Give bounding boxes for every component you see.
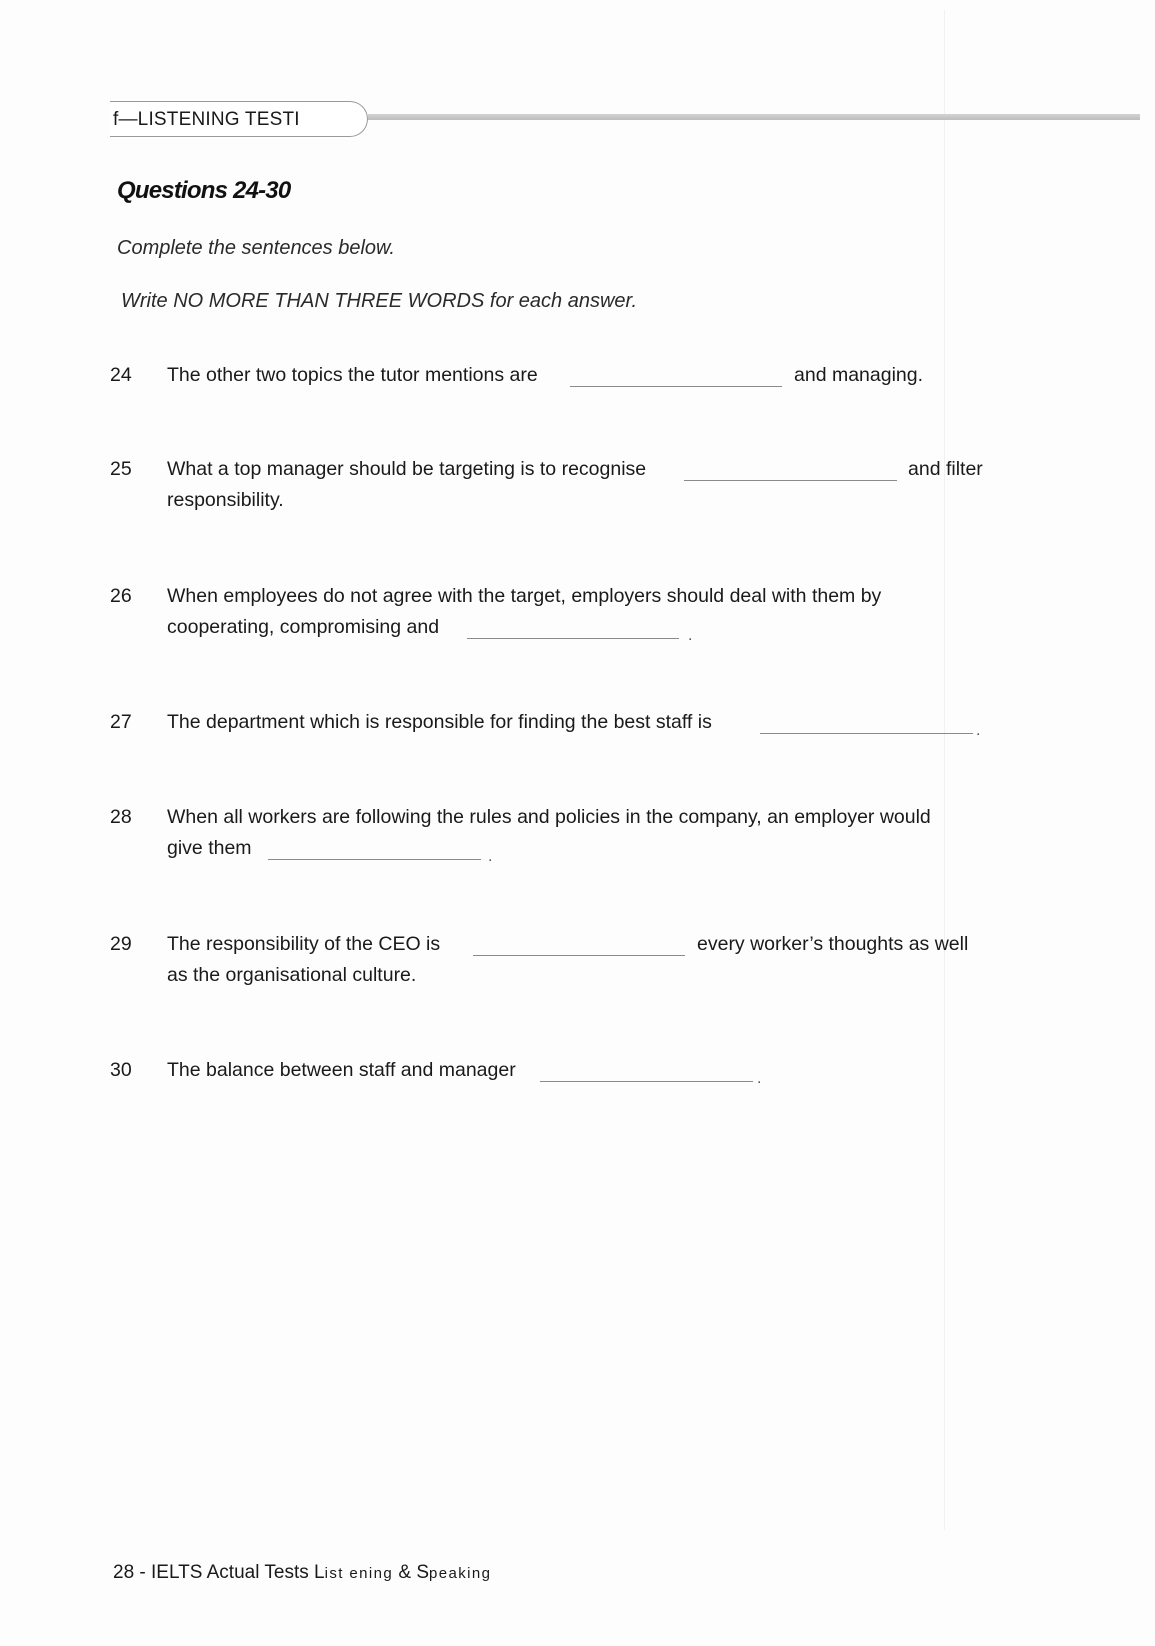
- footer-ampersand: &: [393, 1562, 417, 1583]
- question-text-before: give them: [167, 837, 252, 859]
- question-text-before: cooperating, compromising and: [167, 616, 440, 638]
- section-header: [110, 101, 1140, 137]
- answer-blank-29[interactable]: [473, 955, 685, 956]
- header-label: f—LISTENING TESTI: [113, 109, 300, 130]
- question-26: [110, 580, 1030, 650]
- page-fold-line: [944, 10, 945, 1530]
- question-text-after: every worker’s thoughts as well: [697, 933, 969, 955]
- answer-blank-25[interactable]: [684, 480, 897, 481]
- question-text-before: The responsibility of the CEO is: [167, 933, 441, 955]
- page-footer: [113, 1562, 491, 1584]
- footer-istening: ist ening: [324, 1565, 394, 1582]
- instruction-complete: Complete the sentences below.: [117, 237, 395, 259]
- question-number: 30: [110, 1059, 132, 1081]
- question-29: [110, 928, 1030, 998]
- sentence-period: .: [688, 627, 693, 644]
- question-number: 24: [110, 364, 132, 386]
- footer-l-cap: L: [314, 1562, 325, 1583]
- footer-prefix: 28 - IELTS Actual Tests: [113, 1562, 315, 1583]
- question-text-after: and filter: [908, 458, 983, 480]
- question-number: 25: [110, 458, 132, 480]
- footer-peaking: peaking: [429, 1565, 492, 1582]
- question-text-after: and managing.: [794, 364, 924, 386]
- sentence-period: .: [976, 722, 981, 739]
- questions-title: Questions 24-30: [117, 177, 291, 204]
- question-25: [110, 453, 1030, 523]
- answer-blank-26[interactable]: [467, 638, 679, 639]
- question-24: [110, 359, 1010, 399]
- question-28: [110, 801, 1030, 871]
- footer-s-cap: S: [416, 1562, 429, 1583]
- answer-blank-30[interactable]: [540, 1081, 753, 1082]
- sentence-period: .: [757, 1070, 762, 1087]
- question-number: 29: [110, 933, 132, 955]
- question-number: 26: [110, 585, 132, 607]
- question-text-before: The other two topics the tutor mentions are: [167, 364, 538, 386]
- answer-blank-28[interactable]: [268, 859, 481, 860]
- instruction-word-limit: Write NO MORE THAN THREE WORDS for each answer.: [121, 290, 637, 312]
- question-number: 27: [110, 711, 132, 733]
- question-text-line1: When employees do not agree with the target, employers should deal with them by: [167, 585, 882, 607]
- question-text-continuation: responsibility.: [167, 489, 284, 511]
- answer-blank-24[interactable]: [570, 386, 782, 387]
- answer-blank-27[interactable]: [760, 733, 973, 734]
- question-text-before: The department which is responsible for finding the best staff is: [167, 711, 712, 733]
- question-number: 28: [110, 806, 132, 828]
- header-rule: [368, 114, 1140, 120]
- question-text-before: The balance between staff and manager: [167, 1059, 516, 1081]
- question-text-line1: When all workers are following the rules and policies in the company, an employer would: [167, 806, 931, 828]
- question-27: [110, 706, 1030, 746]
- question-text-before: What a top manager should be targeting is to recognise: [167, 458, 647, 480]
- sentence-period: .: [488, 848, 493, 865]
- question-30: [110, 1054, 1030, 1094]
- question-text-continuation: as the organisational culture.: [167, 964, 417, 986]
